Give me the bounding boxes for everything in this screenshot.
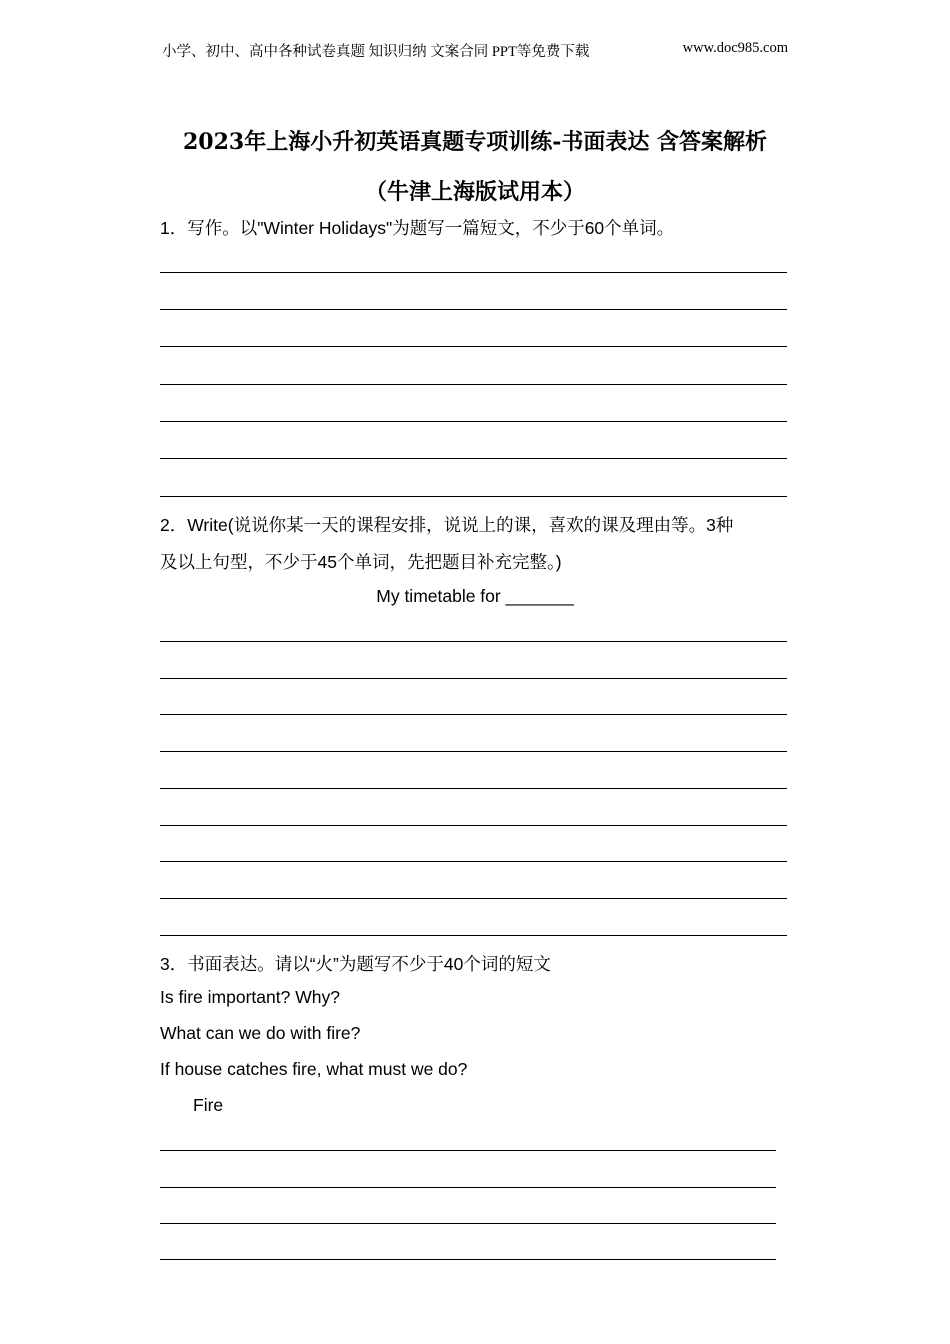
answer-line[interactable] <box>160 272 787 273</box>
page-header <box>162 40 788 61</box>
q3-heading: Fire <box>193 1095 224 1115</box>
header-left-text: 小学、初中、高中各种试卷真题 知识归纳 文案合同 PPT等免费下载 <box>162 44 590 60</box>
answer-line[interactable] <box>160 384 787 385</box>
answer-line[interactable] <box>160 458 787 459</box>
answer-line[interactable] <box>160 678 787 679</box>
answer-line[interactable] <box>160 1187 776 1188</box>
answer-line[interactable] <box>160 496 787 497</box>
answer-line[interactable] <box>160 714 787 715</box>
q3-hint-3: If house catches fire, what must we do? <box>160 1059 468 1079</box>
q3-hint-2: What can we do with fire? <box>160 1023 361 1043</box>
answer-line[interactable] <box>160 641 787 642</box>
answer-line[interactable] <box>160 935 787 936</box>
header-url: www.doc985.com <box>682 40 788 56</box>
document-subtitle: （牛津上海版试用本） <box>364 179 585 205</box>
document-title: 2023年上海小升初英语真题专项训练-书面表达 含答案解析 <box>182 129 768 155</box>
answer-line[interactable] <box>160 861 787 862</box>
q3-hint-1: Is fire important? Why? <box>160 987 340 1007</box>
answer-line[interactable] <box>160 825 787 826</box>
q1-prompt: 1．写作。以"Winter Holidays"为题写一篇短文，不少于60个单词。 <box>160 218 675 238</box>
q2-prompt-line2: 及以上句型，不少于45个单词，先把题目补充完整。) <box>160 552 562 572</box>
answer-line[interactable] <box>160 346 787 347</box>
answer-line[interactable] <box>160 751 787 752</box>
answer-line[interactable] <box>160 1223 776 1224</box>
q2-prompt-line1: 2．Write(说说你某一天的课程安排，说说上的课，喜欢的课及理由等。3种 <box>160 515 734 535</box>
answer-line[interactable] <box>160 1259 776 1260</box>
answer-line[interactable] <box>160 421 787 422</box>
q3-prompt: 3．书面表达。请以“火”为题写不少于40个词的短文 <box>160 954 551 974</box>
answer-line[interactable] <box>160 898 787 899</box>
q2-heading: My timetable for _______ <box>376 586 574 606</box>
answer-line[interactable] <box>160 309 787 310</box>
answer-line[interactable] <box>160 1150 776 1151</box>
answer-line[interactable] <box>160 788 787 789</box>
